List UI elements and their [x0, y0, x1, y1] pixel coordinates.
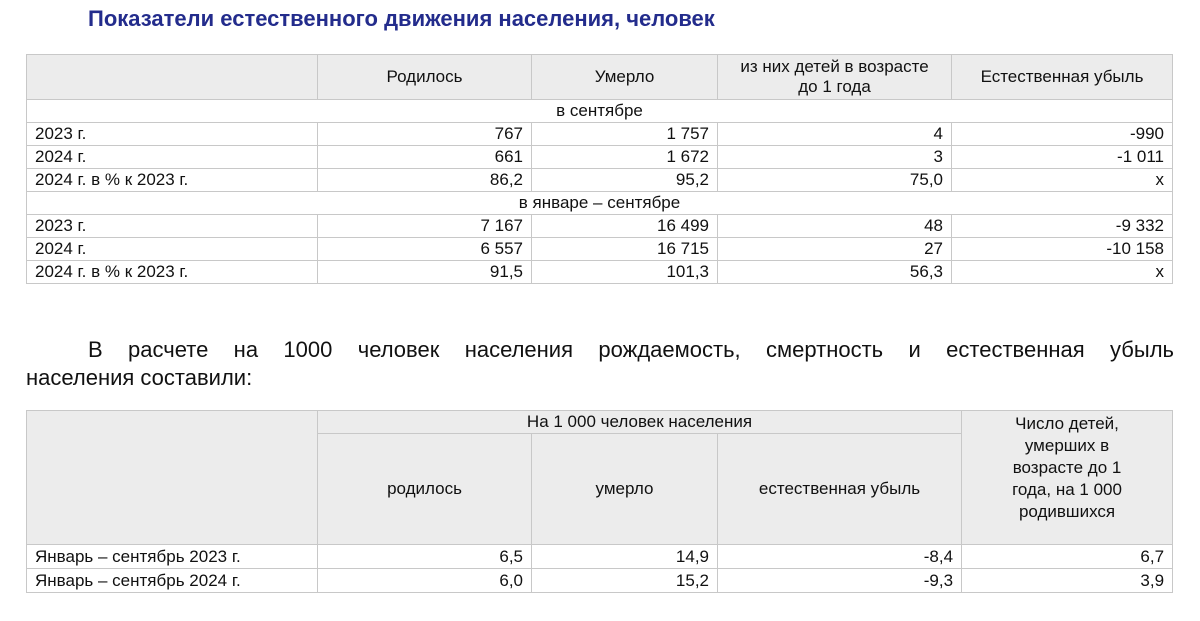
header-per-1000-group: На 1 000 человек населения [318, 411, 962, 434]
value-cell: 4 [718, 123, 952, 146]
value-cell: 14,9 [532, 545, 718, 569]
row-label: 2024 г. в % к 2023 г. [27, 169, 318, 192]
value-cell: 27 [718, 238, 952, 261]
header-born: Родилось [318, 55, 532, 100]
value-cell: 767 [318, 123, 532, 146]
value-cell: 661 [318, 146, 532, 169]
section-row [27, 100, 1173, 123]
value-cell: 6 557 [318, 238, 532, 261]
header-deaths: умерло [532, 434, 718, 545]
value-cell: 7 167 [318, 215, 532, 238]
row-label: Январь – сентябрь 2024 г. [27, 569, 318, 593]
header-empty-cell [27, 411, 318, 545]
value-cell: 48 [718, 215, 952, 238]
value-cell: 95,2 [532, 169, 718, 192]
table-row [27, 123, 1173, 146]
value-cell: 3,9 [962, 569, 1173, 593]
page-title: Показатели естественного движения населения, человек [88, 6, 715, 31]
natural-movement-table [26, 54, 1173, 284]
value-cell: 86,2 [318, 169, 532, 192]
paragraph-line-2: населения составили: [26, 365, 253, 390]
table-row [27, 169, 1173, 192]
value-cell: 6,5 [318, 545, 532, 569]
value-cell: -8,4 [718, 545, 962, 569]
value-cell: 6,7 [962, 545, 1173, 569]
rates-per-1000-table [26, 410, 1173, 593]
header-infant-deaths [718, 55, 952, 100]
table-row [27, 545, 1173, 569]
row-label: 2024 г. [27, 238, 318, 261]
table-row [27, 215, 1173, 238]
value-cell: 101,3 [532, 261, 718, 284]
row-label: 2023 г. [27, 215, 318, 238]
value-cell: х [952, 169, 1173, 192]
value-cell: 75,0 [718, 169, 952, 192]
value-cell: 91,5 [318, 261, 532, 284]
value-cell: 16 715 [532, 238, 718, 261]
value-cell: 1 757 [532, 123, 718, 146]
paragraph-line-1: В расчете на 1000 человек населения рождаемость, смертность и естественная убыль [88, 337, 1174, 362]
table-row [27, 238, 1173, 261]
section-label: в сентябре [27, 100, 1173, 123]
table-header-row [27, 55, 1173, 100]
header-died: Умерло [532, 55, 718, 100]
value-cell: -10 158 [952, 238, 1173, 261]
value-cell: 1 672 [532, 146, 718, 169]
header-infant-deaths-text: из них детей в возрасте до 1 года [740, 57, 929, 96]
header-natural-decrease: Естественная убыль [952, 55, 1173, 100]
row-label: 2023 г. [27, 123, 318, 146]
section-row [27, 192, 1173, 215]
table-row [27, 261, 1173, 284]
value-cell: х [952, 261, 1173, 284]
value-cell: 56,3 [718, 261, 952, 284]
value-cell: -990 [952, 123, 1173, 146]
table2-header-row-1 [27, 411, 1173, 434]
summary-paragraph [26, 336, 1174, 392]
value-cell: 3 [718, 146, 952, 169]
row-label: 2024 г. в % к 2023 г. [27, 261, 318, 284]
header-births: родилось [318, 434, 532, 545]
header-empty-cell [27, 55, 318, 100]
row-label: Январь – сентябрь 2023 г. [27, 545, 318, 569]
table-row [27, 569, 1173, 593]
value-cell: 6,0 [318, 569, 532, 593]
section-label: в январе – сентябре [27, 192, 1173, 215]
value-cell: -9,3 [718, 569, 962, 593]
header-infant-mortality-text: Число детей, умерших в возрасте до 1 года, на 1 000 родившихся [1012, 414, 1122, 521]
header-natural-decrease-rate: естественная убыль [718, 434, 962, 545]
value-cell: 15,2 [532, 569, 718, 593]
table-row [27, 146, 1173, 169]
value-cell: 16 499 [532, 215, 718, 238]
header-infant-mortality [962, 411, 1173, 545]
row-label: 2024 г. [27, 146, 318, 169]
value-cell: -1 011 [952, 146, 1173, 169]
value-cell: -9 332 [952, 215, 1173, 238]
